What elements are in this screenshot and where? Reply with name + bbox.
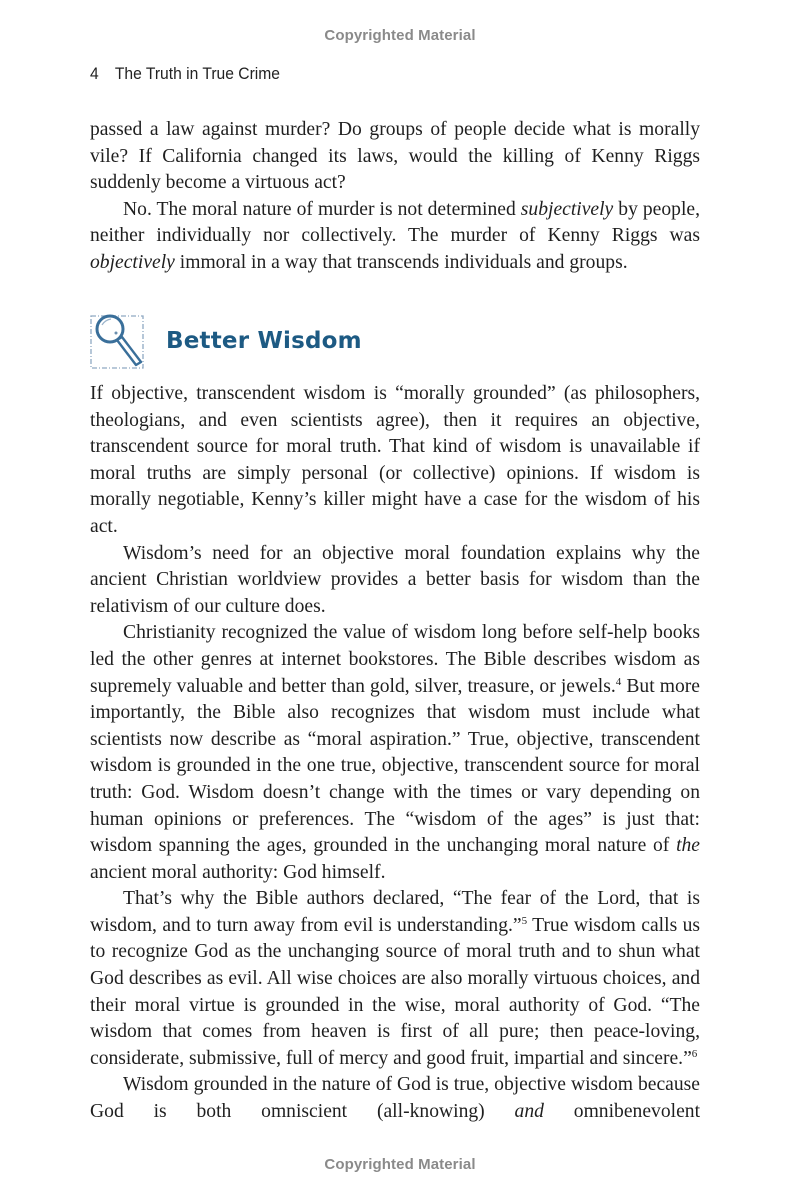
paragraph: Wisdom’s need for an objective moral foundation explains why the ancient Christian worldview provides a better basis for wisdom than the relativism of our culture does.	[90, 542, 700, 617]
body-text-top	[90, 117, 700, 277]
running-head	[90, 64, 280, 84]
footnote-ref[interactable]: 5	[521, 914, 528, 927]
copyright-watermark-top: Copyrighted Material	[324, 27, 476, 44]
footnote-ref[interactable]: 4	[615, 675, 622, 688]
section-heading	[88, 308, 362, 374]
paragraph: No. The moral nature of murder is not determined subjectively by people, neither individually nor collectively. The murder of Kenny Riggs was objectively immoral in a way that transcends individuals and groups.	[90, 198, 700, 273]
section-title: Better Wisdom	[166, 328, 362, 354]
copyright-watermark-bottom: Copyrighted Material	[324, 1156, 476, 1173]
body-text-section	[90, 381, 700, 1126]
paragraph: That’s why the Bible authors declared, “The fear of the Lord, that is wisdom, and to turn away from evil is understanding.”$^5$ True wisdom calls us to recognize God as the unchanging source of moral truth and to shun what God describes as evil. All wise choices are also morally virtuous choices, and their moral virtue is grounded in the wise, moral authority of God. “The wisdom that comes from heaven is first of all pure; then peace-loving, considerate, submissive, full of mercy and good fruit, impartial and sincere.”$^6$	[90, 888, 700, 1069]
paragraph: If objective, transcendent wisdom is “morally grounded” (as philosophers, theologians, and even scientists agree), then it requires an objective, transcendent source for moral truth. That kind of wisdom is unavailable if moral truths are simply personal (or collective) opinions. If wisdom is morally negotiable, Kenny’s killer might have a case for the wisdom of his act.	[90, 383, 700, 537]
footnote-ref[interactable]: 6	[691, 1047, 698, 1060]
paragraph: Christianity recognized the value of wisdom long before self-help books led the other genres at internet bookstores. The Bible describes wisdom as supremely valuable and better than gold, silver, treasure, or jewels.$^4$ But more importantly, the Bible also recognizes that wisdom must include what scientists now describe as “moral aspiration.” True, objective, transcendent wisdom is grounded in the one true, objective, transcendent source for moral truth: God. Wisdom doesn’t change with the times or vary depending on human opinions or preferences. The “wisdom of the ages” is just that: wisdom spanning the ages, grounded in the unchanging moral nature of the ancient moral authority: God himself.	[90, 622, 700, 883]
magnifying-glass-icon	[88, 309, 148, 373]
book-title: The Truth in True Crime	[114, 64, 280, 83]
paragraph: Wisdom grounded in the nature of God is true, objective wisdom because God is both omniscient (all-knowing) and omnibenevolent	[90, 1074, 701, 1123]
page-number: 4	[90, 64, 99, 83]
paragraph: passed a law against murder? Do groups of people decide what is morally vile? If California changed its laws, would the killing of Kenny Riggs suddenly become a virtuous act?	[90, 119, 700, 194]
